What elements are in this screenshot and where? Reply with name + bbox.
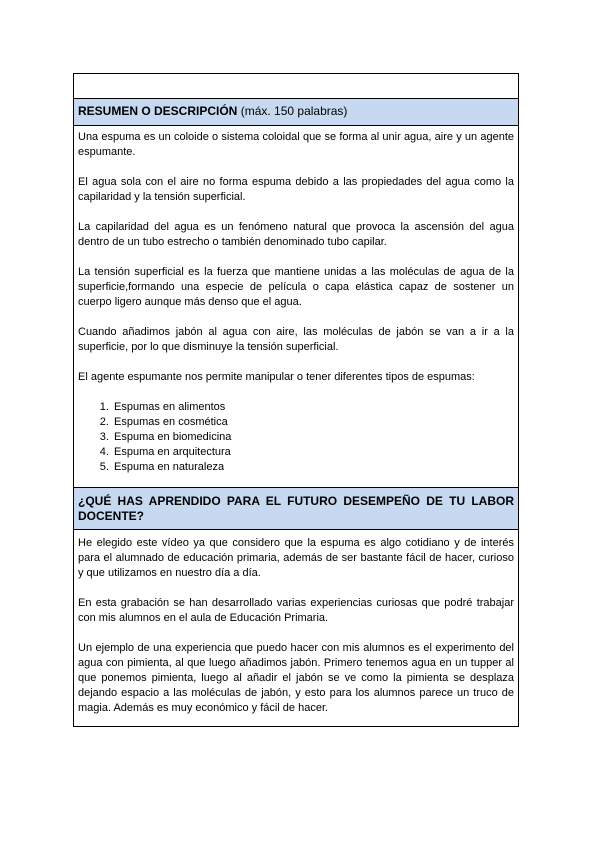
learning-paragraph: En esta grabación se han desarrollado varias experiencias curiosas que podré trabajar con mis alumnos en el aula de Educación Primaria. — [78, 597, 514, 624]
learning-heading: ¿QUÉ HAS APRENDIDO PARA EL FUTURO DESEMPEÑO DE TU LABOR DOCENTE? — [74, 488, 518, 530]
summary-paragraph: El agua sola con el aire no forma espuma debido a las propiedades del agua como la capilaridad y la tensión superficial. — [78, 176, 514, 203]
learning-paragraph: Un ejemplo de una experiencia que puedo hacer con mis alumnos es el experimento del agua con pimienta, al que luego añadimos jabón. Primero tenemos agua en un tupper al que ponemos pimienta, luego al añadir el jabón se ve como la pimienta se desplaza dejando espacio a las moléculas de jabón, y esto para los alumnos parece un truco de magia. Además es muy económico y fácil de hacer. — [78, 642, 514, 714]
summary-heading — [74, 99, 518, 126]
learning-cell — [74, 530, 518, 726]
summary-paragraph: La tensión superficial es la fuerza que mantiene unidas a las moléculas de agua de la superficie,formando una especie de película o capa elástica capaz de sostener un cuerpo ligero aunque más denso que el agua. — [78, 266, 514, 308]
list-item: 2. Espumas en cosmética — [112, 415, 514, 430]
summary-paragraph: La capilaridad del agua es un fenómeno natural que provoca la ascensión del agua dentro de un tubo estrecho o también denominado tubo capilar. — [78, 221, 514, 248]
list-item: 1. Espumas en alimentos — [112, 400, 514, 415]
summary-cell — [74, 126, 518, 488]
list-item: 3. Espuma en biomedicina — [112, 430, 514, 445]
empty-title-row — [74, 74, 518, 99]
summary-paragraph: Cuando añadimos jabón al agua con aire, las moléculas de jabón se van a ir a la superficie, por lo que disminuye la tensión superficial. — [78, 326, 514, 353]
list-item: 4. Espuma en arquitectura — [112, 445, 514, 460]
summary-heading-note: (máx. 150 palabras) — [240, 104, 348, 118]
foam-types-list — [78, 400, 514, 475]
summary-paragraph: El agente espumante nos permite manipular o tener diferentes tipos de espumas: — [78, 371, 475, 383]
learning-paragraph: He elegido este vídeo ya que considero que la espuma es algo cotidiano y de interés para el alumnado de educación primaria, además de ser bastante fácil de hacer, curioso y que utilizamos en nuestro día a día. — [78, 537, 514, 579]
summary-heading-title: RESUMEN O DESCRIPCIÓN — [78, 104, 238, 118]
summary-paragraph: Una espuma es un coloide o sistema coloidal que se forma al unir agua, aire y un agente espumante. — [78, 131, 514, 158]
document-table — [73, 73, 519, 727]
list-item: 5. Espuma en naturaleza — [112, 460, 514, 475]
